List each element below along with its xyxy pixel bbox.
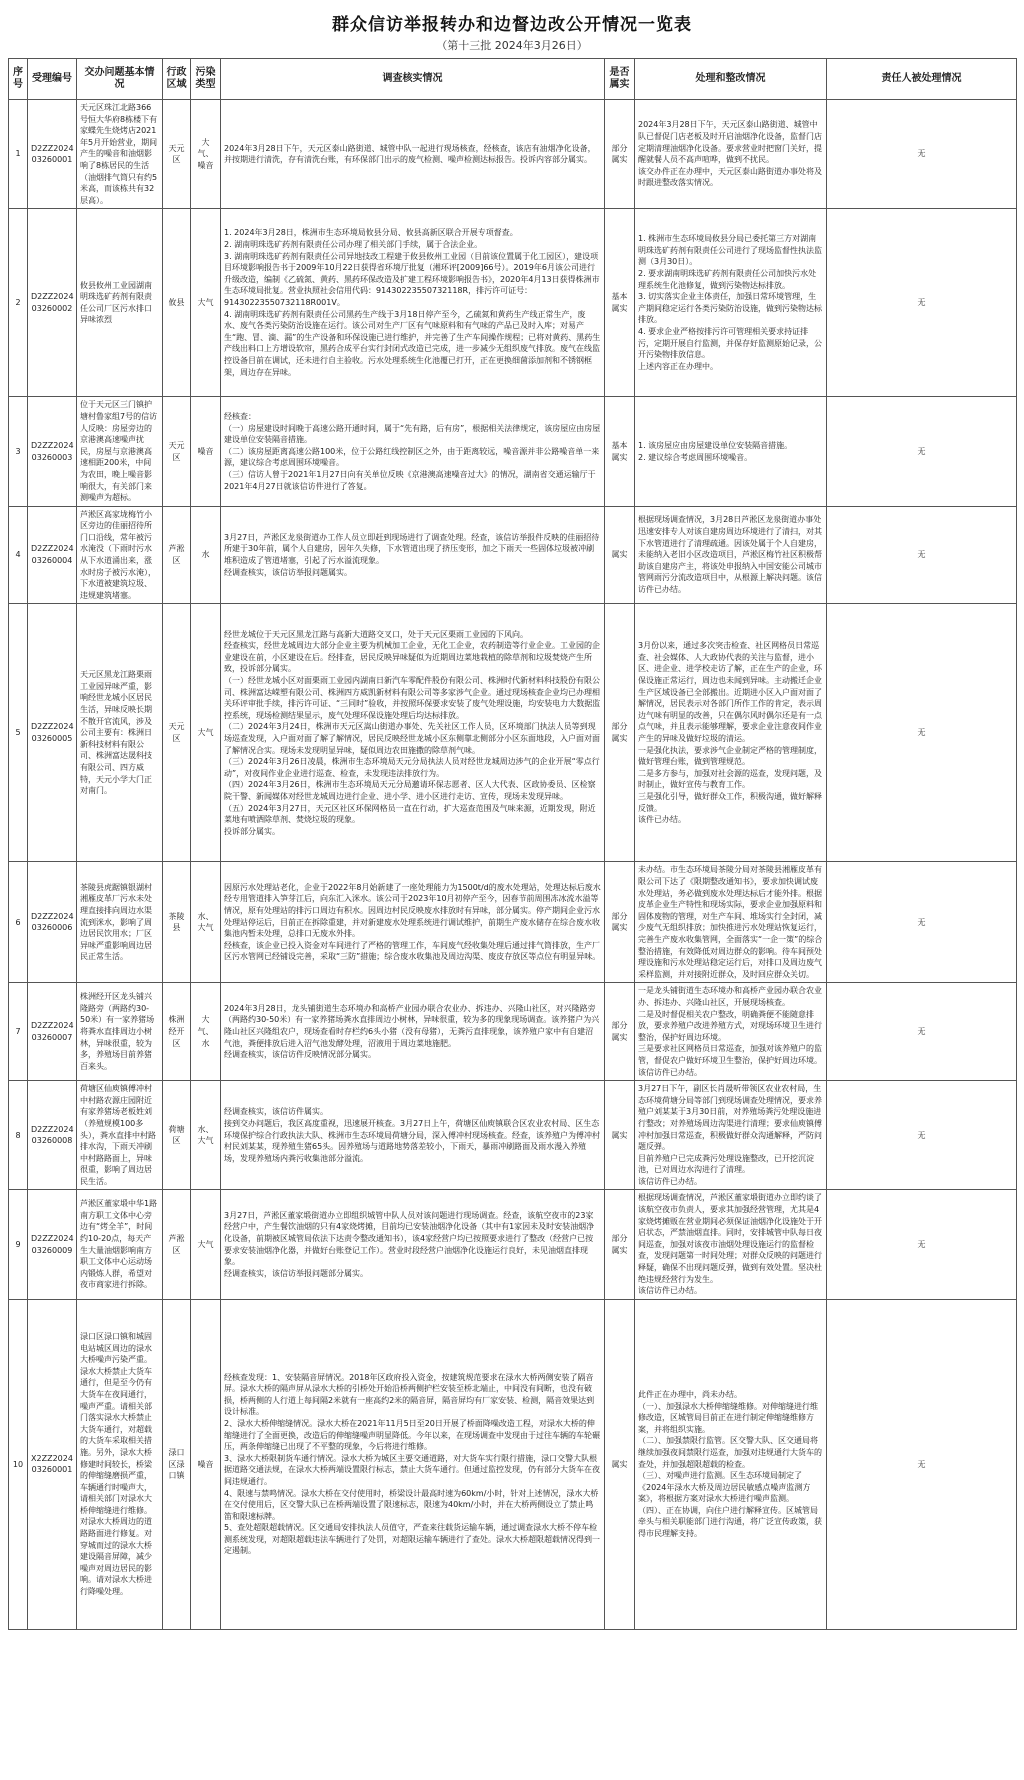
row-number: 7 (9, 983, 28, 1081)
row-number: 9 (9, 1190, 28, 1299)
col-header-verified: 是否属实 (605, 59, 635, 100)
pollution-type: 大气 (191, 604, 221, 862)
table-row (9, 1190, 1017, 1299)
district: 天元区 (163, 100, 191, 209)
investigation-text: 经调查核实，该信访件属实。 接到交办问题后，我区高度重视，迅速展开核查。3月27日上午，荷塘区仙庾镇联合区农业农村局、区生态环境保护综合行政执法大队、株洲市生态环境局荷塘分局，深入傅冲村现场核查。经查，该养殖户为傅冲村村民刘某某，现养殖生猪65头。因养殖场与道路地势落差较小，下雨天，暴雨冲刷路面及雨水漫入养殖场，发现养殖场内粪污收集池部分溢流。 (221, 1081, 605, 1190)
responsible-result: 无 (827, 100, 1017, 209)
table-row (9, 604, 1017, 862)
case-id: X2ZZ2024 03260001 (28, 1299, 77, 1629)
handling-text: 2024年3月28日下午，天元区泰山路街道、城管中队已督促门店老板及时开启油烟净化设备，监督门店定期清理油烟净化设备。要求营业时把窗门关好，提醒就餐人员不高声喧哗，做到不扰民。 该交办件正在办理中，天元区泰山路街道办事处将及时跟进整改落实情况。 (635, 100, 827, 209)
handling-text: 根据现场调查情况，3月28日芦淞区龙泉街道办事处迅速安排专人对该自建房周边环境进行了清扫，对其下水管道进行了清理疏通。因该处属于个人自建房，未能纳入老旧小区改造项目，芦淞区梅竹社区积极帮助该自建房产主，将该处申报纳入中国安能公司城市管网雨污分流改造项目中，从根源上解决问题。该信访件已办结。 (635, 506, 827, 604)
row-number: 3 (9, 397, 28, 506)
case-id: D2ZZ2024 03260007 (28, 983, 77, 1081)
document-title: 群众信访举报转办和边督边改公开情况一览表 (332, 15, 692, 35)
case-id: D2ZZ2024 03260009 (28, 1190, 77, 1299)
issue-summary: 荷塘区仙庾镇傅冲村中村路农源庄园附近有家养猪场老板姓刘（养殖规模100多头），粪水直排中村路排水沟，下雨天冲刷中村路路面上，异味很重，影响了周边居民生活。 (77, 1081, 163, 1190)
case-id: D2ZZ2024 03260006 (28, 862, 77, 983)
handling-text: 一是龙头铺街道生态环境办和高桥产业园办联合农业办、拆违办、兴隆山社区，开展现场核查。 二是及时督促相关农户整改，明确粪便不能随意排放，要求养殖户改进养殖方式，对现场环境卫生进行整治，保护好周边环境。 三是要求社区网格员日常巡查，加强对该养殖户的监管，督促农户做好环境卫生整治，保护好周边环境。 该信访件已办结。 (635, 983, 827, 1081)
district: 茶陵县 (163, 862, 191, 983)
district: 芦淞区 (163, 506, 191, 604)
investigation-text: 3月27日，芦淞区龙泉街道办工作人员立即赶到现场进行了调查处理。经查，该信访举报件反映的佳丽招待所建于30年前，属个人自建房，因年久失修，下水管道出现了挤压变形，加之下雨天一些固体垃圾被冲刷堆积造成了管道堵塞，引起了污水溢流现象。 经调查核实，该信访举报问题属实。 (221, 506, 605, 604)
responsible-result: 无 (827, 1299, 1017, 1629)
responsible-result: 无 (827, 397, 1017, 506)
issue-summary: 天元区珠江北路366号恒大华府8栋楼下有家蝶先生烧烤店2021年5月开始营业，期间产生的噪音和油烟影响了8栋居民的生活（油烟排气筒只有约5米高，而该栋共有32层高）。 (77, 100, 163, 209)
handling-text: 1. 该房屋应由房屋建设单位安装隔音措施。 2. 建议综合考虑周围环境噪音。 (635, 397, 827, 506)
document-subtitle: （第十三批 2024年3月26日） (436, 39, 588, 52)
handling-text: 3月份以来，通过多次突击检查、社区网格员日常巡查、社会媒体、人大政协代表的关注与监督，进小区、进企业、进学校走访了解，正在生产的企业，环保设施正常运行，周边也未闻到异味。主动搬迁企业生产区域设备已全部搬出。近期进小区入户面对面了解情况，居民表示对各部门所作工作的肯定，表示周边气味有明显的改善，只在偶尔风时偶尔还是有一点点气味，并且表示能够理解，要求企业注意夜间作业产生的异味及做好垃圾的清运。 一是强化执法，要求涉气企业制定严格的管理制度，做好管理台账，做到管理规范。 二是多方参与，加强对社会源的巡查，发现问题，及时制止，做好宣传与教育工作。 三是强化引导，做好群众工作，积极沟通，做好解释反馈。 该件已办结。 (635, 604, 827, 862)
table-header-row (9, 59, 1017, 100)
case-id: D2ZZ2024 03260008 (28, 1081, 77, 1190)
handling-text: 根据现场调查情况，芦淞区董家塅街道办立即约谈了该航空夜市负责人，要求其加强经营管理，尤其是4家烧烤摊贩在营业期间必须保证油烟净化设施处于开启状态，严禁油烟直排。同时，安排城管中队每日夜间巡查，加强对该夜市油烟处理设施运行的监督检查，发现问题第一时间处理；对群众反映的问题进行释疑，确保不出现问题反弹，做到有效处置。坚决杜绝违规经营行为发生。 该信访件已办结。 (635, 1190, 827, 1299)
investigation-text: 因原污水处理站老化，企业于2022年8月始新建了一座处理能力为1500t/d的废水处理站，处理达标后废水经专用管道排入笋芽江后，向东汇入洣水。该公司于2023年10月初停产至今，因春节前周围冻冰流水溢等情况，原有处理站的排污口周边有积水。因周边村民反映废水排放时有异味，部分属实。停产期间企业污水处理站停运后，目前正在拆除重建，并对新建废水处理系统进行调试维护，前期生产废水储存在综合废水收集池内暂未处理，总排口无废水外排。 经核查，该企业已投入资金对车间进行了严格的管理工作，车间废气经收集处理后通过排气筒排放，生产厂区污水管网已经铺设完善，采取“三防”措施；综合废水收集池及周边沟渠、废皮存放区等点位有明显异味。 (221, 862, 605, 983)
verified-status: 部分属实 (605, 100, 635, 209)
verified-status: 属实 (605, 506, 635, 604)
investigation-text: 3月27日，芦淞区董家塅街道办立即组织城管中队人员对该问题进行现场调查。经查，该航空夜市的23家经营户中，产生餐饮油烟的只有4家烧烤摊，目前均已安装油烟净化设备（其中有1家因未及时安装油烟净化设备，前期被区城管局依法下达责令整改通知书），该4家经营户均已按照要求进行了整改（经营户已按要求安装油烟净化器，并做好台账登记工作）。营业时段经营户油烟净化设施运行良好，未见油烟直排现象。 经调查核实，该信访举报问题部分属实。 (221, 1190, 605, 1299)
handling-text: 未办结。市生态环境局茶陵分局对茶陵县湘雁皮革有限公司下达了《限期整改通知书》，要求加快调试废水处理站，务必做到废水处理达标后才能外排。根据皮革企业生产特性和现场实际，要求企业加强原料和固体废物的管理，对生产车间、堆场实行全封闭，减少废气无组织排放；加快推进污水处理站恢复运行，完善生产废水收集管网，全面落实“一企一策”的综合整治措施，有效降低对周边群众的影响。待车间预处理设施和污水处理站稳定运行后，对排口及周边废气采样监测，并对接附近群众，及时回应群众关切。 (635, 862, 827, 983)
col-header-district: 行政区域 (163, 59, 191, 100)
responsible-result: 无 (827, 209, 1017, 397)
case-id: D2ZZ2024 03260003 (28, 397, 77, 506)
handling-text: 1. 株洲市生态环境局攸县分局已委托第三方对湖南明珠选矿药剂有限责任公司进行了现场监督性执法监测（3月30日）。 2. 要求湖南明珠选矿药剂有限责任公司加快污水处理系统生化池修复，做到污染物达标排放。 3. 切实落实企业主体责任，加强日常环境管理，生产期间稳定运行各类污染防治设施，做到污染物达标排放。 4. 要求企业严格按排污许可管理相关要求持证排污，定期开展自行监测，并保存好监测原始记录，公开污染物排放信息。 上述内容正在办理中。 (635, 209, 827, 397)
district: 攸县 (163, 209, 191, 397)
row-number: 4 (9, 506, 28, 604)
verified-status: 基本属实 (605, 397, 635, 506)
table-row (9, 209, 1017, 397)
row-number: 5 (9, 604, 28, 862)
pollution-type: 噪音 (191, 1299, 221, 1629)
responsible-result: 无 (827, 506, 1017, 604)
verified-status: 基本属实 (605, 209, 635, 397)
table-row (9, 506, 1017, 604)
table-row (9, 862, 1017, 983)
district: 天元区 (163, 397, 191, 506)
district: 渌口区渌口镇 (163, 1299, 191, 1629)
table-row (9, 100, 1017, 209)
col-header-investigation: 调查核实情况 (221, 59, 605, 100)
pollution-type: 大气、水 (191, 983, 221, 1081)
pollution-type: 水 (191, 506, 221, 604)
pollution-type: 大气 (191, 1190, 221, 1299)
investigation-text: 2024年3月28日，龙头铺街道生态环境办和高桥产业园办联合农业办、拆违办、兴隆山社区，对兴隆路旁（两路约30-50米）有一家养猪场粪水直排周边小树林，异味很重，较为多的现象现场调查。该养猪户为兴隆山社区兴隆组农户，现场查看时存栏约6头小猪（没有母猪），无粪污直排现象，该养殖户家中有自建沼气池，粪便排放后进入沼气池发酵处理，沼液用于周边菜地施肥。 经调查核实，该信访件反映情况部分属实。 (221, 983, 605, 1081)
petition-table (8, 58, 1017, 1630)
table-row (9, 1081, 1017, 1190)
row-number: 6 (9, 862, 28, 983)
case-id: D2ZZ2024 03260004 (28, 506, 77, 604)
district: 荷塘区 (163, 1081, 191, 1190)
verified-status: 部分属实 (605, 1190, 635, 1299)
table-row (9, 1299, 1017, 1629)
issue-summary: 攸县攸州工业园湖南明珠选矿药剂有限责任公司厂区污水排口异味浓烈 (77, 209, 163, 397)
investigation-text: 经世龙城位于天元区黑龙江路与高新大道路交叉口，处于天元区栗雨工业园的下风向。 经查核实，经世龙城周边大部分企业主要为机械加工企业，无化工企业，农药制造等行业企业。工业园的企业建设在前，小区建设在后。经排查，居民反映异味疑似为近期周边菜地栽植的除草剂和垃圾焚烧产生所致，投诉部分属实。 （一）经世龙城小区对面栗雨工业园内湖南日新汽车零配件股份有限公司、株洲时代新材料科技股份有限公司、株洲富达嵘塑有限公司、株洲四方威凯新材料有限公司等多家涉气企业。通过现场核查企业均已办理相关环评审批手续，排污许可证、“三同时”验收，并按照环保要求安装了废气处理设施，均安装电力大数据监控系统，现场检测结果显示，废气处理环保设施处理后均达标排放。 （二）2024年3月24日，株洲市天元区嵩山街道办事处、先关社区工作人员，区环境部门执法人员等到现场巡查发现，入户面对面了解了解情况，居民反映经世龙城小区东侧靠北侧部分小区东面地段，入户面对面了解情况合实。现场未发现明显异味，疑似周边农田施撒的除草剂气味。 （三）2024年3月26日凌晨，株洲市生态环境局天元分局执法人员对经世龙城周边涉气的企业开展“零点行动”，对夜间作业企业进行巡查、检查，未发现违法排放行为。 （四）2024年3月26日，株洲市生态环境局天元分局邀请环保志愿者、区人大代表、区政协委员、区检察院干警、新闻媒体对经世龙城周边进行企业、进小学、进小区进行走访、宣传，现场未发现异味。 （五）2024年3月27日，天元区社区环保网格员一直在行动，扩大巡查范围及气味来源，近期发现，附近菜地有喷洒除草剂、焚烧垃圾的现象。 投诉部分属实。 (221, 604, 605, 862)
row-number: 2 (9, 209, 28, 397)
pollution-type: 大气 (191, 209, 221, 397)
responsible-result: 无 (827, 862, 1017, 983)
issue-summary: 天元区黑龙江路栗雨工业园异味严重，影响经世龙城小区居民生活，异味反映长期不散开官流风，涉及公司主要有：株洲日新科技材料有限公司、株洲富达晟科技有限公司、四方威特，天元小学大门正对南门。 (77, 604, 163, 862)
verified-status: 部分属实 (605, 983, 635, 1081)
investigation-text: 经核查发现：1、安装隔音屏情况。2018年区政府投入资金，按建筑规范要求在渌水大桥两侧安装了隔音屏。渌水大桥的隔声屏从渌水大桥的引桥处开始沿桥两侧护栏安装至桥北端止，中间没有间断，也没有破损，桥两侧的人行道上每间隔2米就有一座高约2米的隔音屏，隔音屏均有厂家安装、检测，隔音效果达到设计标准。 2、渌水大桥伸缩缝情况。渌水大桥在2021年11月5日至20日开展了桥面降噪改造工程，对渌水大桥的伸缩缝进行了全面更换，改造后的伸缩缝噪声明显降低。今年以来，在现场调查中发现由于过往车辆的车轮碾压，两条伸缩缝已出现了不平整的现象，今后将进行维修。 3、渌水大桥限制货车通行情况。渌水大桥为城区主要交通道路，对大货车实行限行措施，渌口交警大队根据道路交通法规，在渌水大桥两端设置限行标志，禁止大货车通行。但通过监控发现，仍有部分大货车在夜间违规通行。 4、限速与禁鸣情况。渌水大桥在交付使用时，桥梁设计最高时速为60km/小时，针对上述情况，渌水大桥在交付使用后，区交警大队已在桥两端设置了限速标志，限速为40km/小时，并在大桥两侧设立了禁止鸣笛和限速标牌。 5、查处超限超载情况。区交通局安排执法人员值守，严查来往载货运输车辆，通过调查渌水大桥不停车检测系统发现，对超限超载违法车辆进行了处罚，对超限运输车辆进行了查处。渌水大桥超限超载情况得到一定遏制。 (221, 1299, 605, 1629)
handling-text: 此件正在办理中，尚未办结。 （一）、加强渌水大桥伸缩缝维修。对伸缩缝进行维修改造，区城管局目前正在进行制定伸缩缝维修方案，并将组织实施。 （二）、加强禁限行监管。区交警大队、区交通局将继续加强夜间禁限行巡查，加强对违规通行大货车的查处，并加强超限超载的检查。 （三）、对噪声进行监测。区生态环境局制定了《2024年渌水大桥及周边居民敏感点噪声监测方案》，将根据方案对渌水大桥进行噪声监测。 （四）、正在协调，向住户进行解释宣传。区城管局牵头与相关职能部门进行沟通，将广泛宣传政策，获得市民理解支持。 (635, 1299, 827, 1629)
pollution-type: 大气、噪音 (191, 100, 221, 209)
col-header-pollution: 污染类型 (191, 59, 221, 100)
case-id: D2ZZ2024 03260005 (28, 604, 77, 862)
row-number: 8 (9, 1081, 28, 1190)
issue-summary: 位于天元区三门镇护塘村鲁家组7号的信访人反映：房屋旁边的京港澳高速噪声扰民，房屋与京港澳高速相距200米，中间为农田，晚上噪音影响很大，有关部门来测噪声为超标。 (77, 397, 163, 506)
verified-status: 部分属实 (605, 862, 635, 983)
verified-status: 部分属实 (605, 604, 635, 862)
col-header-id: 受理编号 (28, 59, 77, 100)
col-header-no: 序号 (9, 59, 28, 100)
issue-summary: 芦淞区高家垅梅竹小区旁边的佳丽招待所门口沿线，常年被污水淹没（下雨时污水从下水道涌出来，涨水时房子被污水淹），下水道被建筑垃圾、违规建筑堵塞。 (77, 506, 163, 604)
responsible-result: 无 (827, 983, 1017, 1081)
pollution-type: 噪音 (191, 397, 221, 506)
issue-summary: 茶陵县虎踞镇银湖村湘雁皮革厂污水未处理直接排向周边水渠流到洣水，影响了周边居民饮用水；厂区异味严重影响周边居民正常生活。 (77, 862, 163, 983)
issue-summary: 芦淞区董家塅中华1路南方职工文体中心旁边有“烤全羊”，时间约10-20点，每天产生大量油烟影响南方职工文体中心运动场内锻炼人群，希望对夜市商家进行拆除。 (77, 1190, 163, 1299)
responsible-result: 无 (827, 604, 1017, 862)
responsible-result: 无 (827, 1081, 1017, 1190)
col-header-responsible: 责任人被处理情况 (827, 59, 1017, 100)
col-header-issue: 交办问题基本情况 (77, 59, 163, 100)
row-number: 10 (9, 1299, 28, 1629)
pollution-type: 水、大气 (191, 1081, 221, 1190)
table-row (9, 983, 1017, 1081)
handling-text: 3月27日下午，副区长肖晟听带领区农业农村局，生态环境荷塘分局等部门到现场调查处理情况，要求养殖户刘某某于3月30日前，对养殖场粪污处理设施进行整改；对养殖场周边沟渠进行清理；要求仙庾镇傅冲村加强日常巡查，积极做好群众沟通解释，严防问题反弹。 目前养殖户已完成粪污处理设施整改，已开挖沉淀池，已对周边水沟进行了清理。 该信访件已办结。 (635, 1081, 827, 1190)
col-header-handling: 处理和整改情况 (635, 59, 827, 100)
issue-summary: 渌口区渌口镇和城固电站城区周边的渌水大桥噪声污染严重。渌水大桥禁止大货车通行，但是至今仍有大货车在夜间通行，噪声严重。请相关部门落实渌水大桥禁止大货车通行，对超载的大货车采取相关措施。另外，渌水大桥修建时间较长，桥梁的伸缩缝磨损严重，车辆通行时噪声大，请相关部门对渌水大桥伸缩缝进行维修。对渌水大桥周边的道路路面进行修复。对穿城而过的渌水大桥建设隔音屏障，减少噪声对周边居民的影响。请对渌水大桥进行降噪处理。 (77, 1299, 163, 1629)
row-number: 1 (9, 100, 28, 209)
investigation-text: 1. 2024年3月28日，株洲市生态环境局攸县分局、攸县高新区联合开展专项督查。 2. 湖南明珠选矿药剂有限责任公司办理了相关部门手续，属于合法企业。 3. 湖南明珠选矿药剂有限责任公司异地技改工程建于攸县攸州工业园（目前该位置属于化工园区），建设项目环境影响报告书于2009年10月22日获得省环境厅批复（湘环评[2009]66号）。2019年6月该公司进行升级改造，编制《乙硫氮、黄药、黑药环保改造及扩建工程环境影响报告书》，2020年4月13日获得株洲市生态环境局批复。营业执照社会信用代码：914302235507321​18R，排污许可证号：914302235507321​18R001V。 4. 湖南明珠选矿药剂有限责任公司黑药生产线于3月18日停产至今，乙硫氮和黄药生产线正常生产，废水、废气各类污染防治设施在运行。该公司对生产厂区有气味原料和有气味的产品已及时入库；对易产生“跑、冒、滴、漏”的生产设备和环保设施已进行维护，并完善了生产车间操作规程；已将对黄药、黑药生产线出料口上方增设软帘，黑药合成平台实行封闭式改造已完成，进一步减少无组织废气排放。废气在线监控设备目前在调试，还未进行自主验收。污水处理系统生化池覆已打开，正在更换细菌添加剂和不锈钢框架，周边存在异味。 (221, 209, 605, 397)
district: 芦淞区 (163, 1190, 191, 1299)
district: 天元区 (163, 604, 191, 862)
issue-summary: 株洲经开区龙头铺兴隆路旁（两路约30-50米）有一家养猪场将粪水直排周边小树林，异味很重，较为多，养殖场目前养猪百来头。 (77, 983, 163, 1081)
case-id: D2ZZ2024 03260002 (28, 209, 77, 397)
table-row (9, 397, 1017, 506)
case-id: D2ZZ2024 03260001 (28, 100, 77, 209)
investigation-text: 2024年3月28日下午，天元区泰山路街道、城管中队一起进行现场核查，经核查，该店有油烟净化设备，并按期进行清洗，存有清洗台账，有环保部门出示的废气检测、噪声检测达标报告。投诉内容部分属实。 (221, 100, 605, 209)
pollution-type: 水、大气 (191, 862, 221, 983)
verified-status: 属实 (605, 1081, 635, 1190)
verified-status: 属实 (605, 1299, 635, 1629)
responsible-result: 无 (827, 1190, 1017, 1299)
district: 株洲经开区 (163, 983, 191, 1081)
investigation-text: 经核查： （一）房屋建设时间晚于高速公路开通时间，属于“先有路，后有房”，根据相关法律规定，该房屋应由房屋建设单位安装隔音措施。 （二）该房屋距离高速公路100米，位于公路红线控制区之外，由于距离较远，噪音源并非公路噪音单一来源，建议综合考虑周围环境噪音。 （三）信访人曾于2021年1月27日向有关单位反映《京港澳高速噪音过大》的情况，湖南省交通运输厅于2021年4月27日就该信访件进行了答复。 (221, 397, 605, 506)
